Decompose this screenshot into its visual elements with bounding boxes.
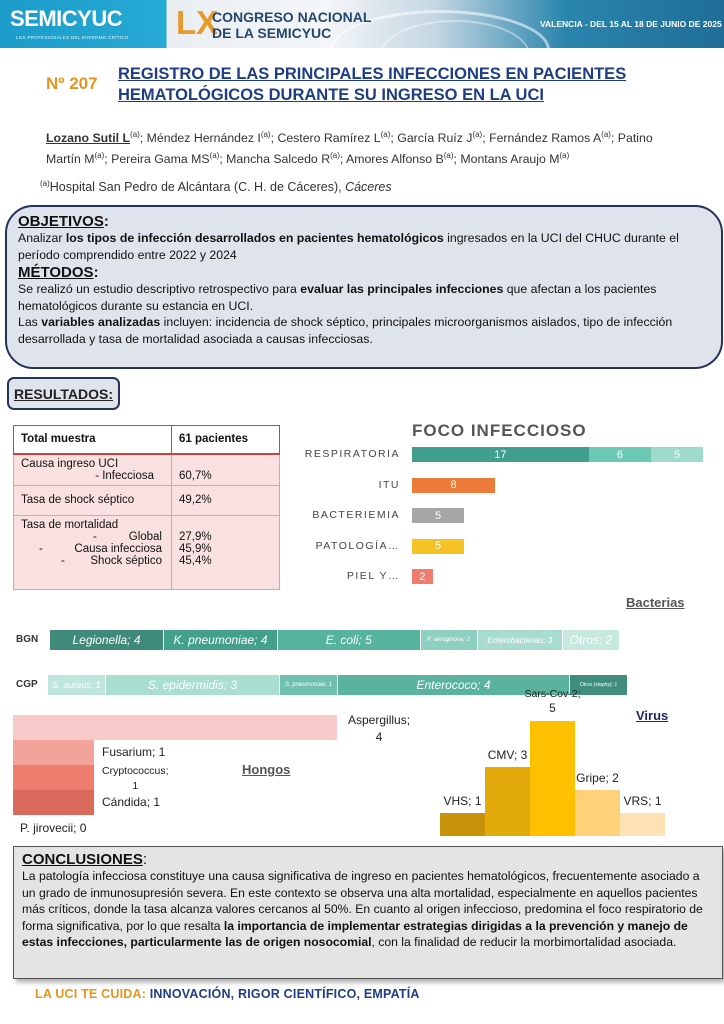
objectives-methods-box: OBJETIVOS: Analizar los tipos de infección desarrollados en pacientes hematológicos ingresados en la UCI del CHUC durante el período comprendido entre 2022 y 2024 MÉTODOS: Se realizó un estudio descriptivo retrospectivo para evaluar las principales infecciones que afectan a los pacientes hematológicos durante su estancia en UCI. Las variables analizadas incluyen: incidencia de shock séptico, principales microorganismos aislados, tipo de infección desarrollada y tasa de mortalidad asociada a causas infecciosas. [5,205,723,369]
foco-category-label: RESPIRATORIA [304,448,400,460]
hongos-data-label: P. jirovecii; 0 [20,821,87,835]
metodos-heading: MÉTODOS [18,264,94,281]
table-cell: Tasa de shock séptico [14,485,172,515]
congress-roman: LX [176,4,219,41]
affil-mark: (a) [130,130,140,139]
authors-list: Lozano Sutil $L^{(a)}$; Méndez Hernández $I^{(a)}$; Cestero Ramírez $L^{(a)}$; García Ruíz $J^{(a)}$; Fernández Ramos $A^{(a)}$; Patino Martín $M^{(a)}$; Pereira Gama MS$^{(a)}$; Mancha Salcedo $R^{(a)}$; Amores Alfonso $B^{(a)}$; Montans Araujo $M^{(a)}$ [46,130,653,167]
resultados-heading: RESULTADOS: [7,377,120,410]
header-banner [0,0,724,48]
foco-category-label: BACTERIEMIA [312,509,400,521]
virus-bar [620,813,665,836]
table-cell: Tasa de mortalidad - Global - Causa infecciosa - Shock séptico [14,515,172,589]
author-separator: ; [104,152,112,167]
label-line: Sars-Cov-2; [524,688,581,700]
author-separator: ; [610,131,618,146]
author-name: Amores Alfonso B [346,152,444,167]
affil-mark: (a) [443,151,454,161]
table-cell: 27,9% 45,9% 45,4% [172,515,280,589]
summary-table [13,425,280,590]
hongos-data-label [348,712,410,746]
footer-part2: INNOVACIÓN, RIGOR CIENTÍFICO, EMPATÍA [149,987,420,1001]
virus-chart [430,688,680,840]
foco-chart [260,446,724,586]
objetivos-heading: OBJETIVOS [18,213,104,230]
foco-bar: 2 [412,569,433,584]
logo-subtitle: LOS PROFESIONALES DEL ENFERMO CRÍTICO [16,35,129,40]
bacteria-bar: Legionella; 4 [50,630,164,650]
table-cell: 61 pacientes [172,426,280,454]
table-row [14,454,280,486]
foco-bar: 5 [651,447,703,462]
poster-number: Nº 207 [46,74,98,93]
hongos-bar [13,740,94,765]
bacteria-bar: K. pneumoniae; 4 [164,630,278,650]
author-name: Méndez Hernández I [146,131,261,146]
foco-bar: 8 [412,478,495,493]
author-separator: ; [219,152,227,167]
foco-category-label: PATOLOGÍA… [315,539,400,552]
virus-data-label: VHS; 1 [443,794,482,808]
foco-bar: 6 [589,447,651,462]
virus-bar [440,813,485,836]
affil-mark: (a) [40,179,50,188]
semicyuc-logo: SEMICYUC [10,6,123,31]
congress-title-line2: DE LA SEMICYUC [212,25,332,41]
author-name: García Ruíz J [397,131,473,146]
affiliation-city: Cáceres [345,180,392,195]
author-name: Fernández Ramos A [489,131,602,146]
author-separator: ; [390,131,398,146]
bacterias-chart [0,624,724,704]
label-line: 1 [132,780,139,792]
author-separator: ; [270,131,278,146]
hongos-bar [13,765,94,790]
virus-data-label: CMV; 3 [487,748,528,762]
hongos-bar [13,790,94,815]
bacterias-chart-title: Bacterias [626,595,685,610]
metodos-text-1: Se realizó un estudio descriptivo retrospectivo para evaluar las principales infecciones que afectan a los pacientes hematológicos durante su estancia en UCI. [18,282,657,313]
label-line: 5 [549,701,556,715]
poster-title: REGISTRO DE LAS PRINCIPALES INFECCIONES EN PACIENTES HEMATOLÓGICOS DURANTE SU INGRESO EN LA UCI [118,65,627,104]
table-cell: 60,7% [172,454,280,486]
affil-mark: (a) [472,130,483,139]
affil-mark: (a) [260,130,271,139]
affil-mark: (a) [209,151,220,161]
affil-mark: (a) [330,151,340,161]
table-cell: Total muestra [14,426,172,454]
table-cell: 49,2% [172,485,280,515]
affiliation [40,179,392,194]
hongos-chart [0,712,430,842]
conclusiones-text: La patología infecciosa constituye una causa significativa de ingreso en pacientes hematológicos, frecuentemente asociado a un grado de inmunosupresión severa. En este contexto se observa una alta mortalidad, especialmente en aquellos pacientes más críticos, donde la tasa alcanza valores cercanos al 50%. En cuanto al origen infeccioso, predomina el foco respiratorio de forma significativa, por lo que resalta la importancia de implementar estrategias dirigidas a la prevención y manejo de estas infecciones, particularmente las de origen nosocomial, con la finalidad de reducir la morbimortalidad asociada. [22,869,703,949]
virus-data-label: Gripe; 2 [576,771,619,785]
metodos-text-2: Las variables analizadas incluyen: incidencia de shock séptico, principales microorganismos aislados, tipo de infección desarrollada y tasa de mortalidad asociada a causas infecciosas. [18,315,673,346]
bacteria-bar: P. aeruginosa; 2 [421,630,478,650]
virus-data-label: VRS; 1 [623,794,662,808]
hongos-data-label: Fusarium; 1 [102,745,166,759]
bacteria-bar: Otros; 2 [563,630,620,650]
bacteria-bar: Enterobacterias; 3 [478,630,564,650]
affiliation-name: Hospital San Pedro de Alcántara (C. H. de Cáceres), [49,180,346,195]
affil-mark: (a) [559,151,570,161]
virus-bar [485,767,530,836]
congress-dates: VALENCIA - DEL 15 AL 18 DE JUNIO DE 2025 [540,19,722,29]
affil-mark: (a) [601,130,611,139]
congress-title-line1: CONGRESO NACIONAL [212,9,372,25]
author-separator: ; [482,131,490,146]
footer-slogan [35,987,420,1001]
objetivos-text: Analizar los tipos de infección desarrollados en pacientes hematológicos ingresados en la UCI del CHUC durante el período comprendido entre 2022 y 2024 [18,231,679,262]
foco-category-label: PIEL Y… [346,570,400,582]
author-name: Mancha Salcedo R [226,152,331,167]
foco-bar: 5 [412,508,464,523]
hongos-chart-title: Hongos [242,762,291,777]
hongos-data-label: Cándida; 1 [102,795,161,809]
bacteria-bar: Otros (staphy); 1 [570,675,628,695]
foco-category-label: ITU [378,478,400,491]
author-separator: ; [339,152,347,167]
conclusions-box: CONCLUSIONES: La patología infecciosa constituye una causa significativa de ingreso en pacientes hematológicos, frecuentemente asociado a un grado de inmunosupresión severa. En este contexto se observa una alta mortalidad, especialmente en aquellos pacientes más críticos, donde la tasa alcanza valores cercanos al 50%. En cuanto al origen infeccioso, predomina el foco respiratorio de forma significativa, por lo que resalta la importancia de implementar estrategias dirigidas a la prevención y manejo de estas infecciones, particularmente las de origen nosocomial, con la finalidad de reducir la morbimortalidad asociada. [13,846,723,979]
affil-mark: (a) [380,130,391,139]
author-separator: ; [453,152,461,167]
affil-mark: (a) [94,151,105,161]
author-name: Pereira Gama MS [111,152,210,167]
label-line: Cryptococcus; [102,765,169,777]
table-cell: Causa ingreso UCI - Infecciosa [14,454,172,486]
label-line: 4 [375,730,383,744]
label-line: Aspergillus; [348,713,411,727]
conclusiones-heading: CONCLUSIONES [22,851,143,868]
bacteria-bar: S. epidermidis; 3 [106,675,280,695]
author-name: Patino Martín M [46,131,653,167]
bacteria-bar: E. coli; 5 [278,630,421,650]
bacteria-row-label: BGN [16,634,39,645]
first-author: Lozano Sutil L [46,131,131,146]
virus-data-label [510,687,595,715]
table-row [14,485,280,515]
virus-chart-title: Virus [636,708,669,723]
table-row [14,426,280,454]
foco-chart-title: FOCO INFECCIOSO [412,421,587,440]
table-row [14,515,280,589]
author-name: Montans Araujo M [460,152,560,167]
bacteria-bar: S. pneumoniae; 1 [280,675,338,695]
footer-part1: LA UCI TE CUIDA: [35,987,150,1001]
author-name: Cestero Ramírez L [277,131,381,146]
hongos-bar [13,715,337,740]
foco-bar: 17 [412,447,589,462]
bacteria-row-label: CGP [16,679,38,690]
bacteria-bar: S. aureus; 1 [48,675,106,695]
hongos-data-label [102,764,169,794]
bacteria-bar: Enterococo; 4 [338,675,570,695]
foco-bar: 5 [412,539,464,554]
